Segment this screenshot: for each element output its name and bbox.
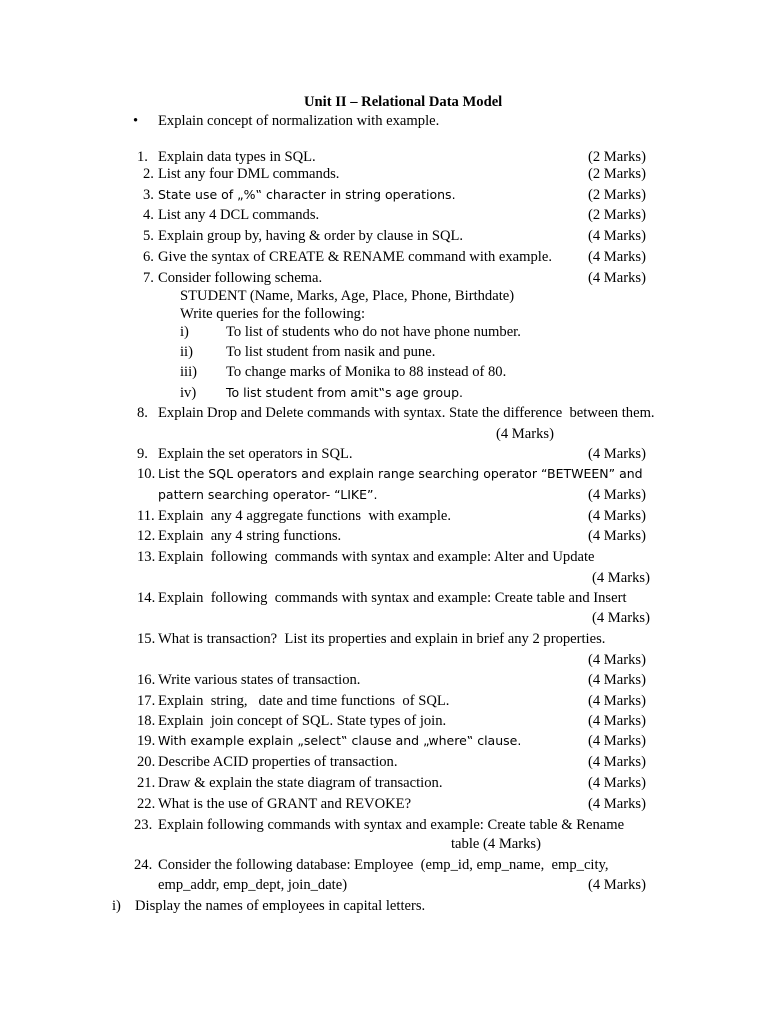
question-marks: (2 Marks) [588,187,646,203]
question-text: List the SQL operators and explain range searching operator “BETWEEN” and [158,466,643,481]
question-number: 6. [143,249,154,265]
question-number: 21. [137,775,156,791]
question-marks: (4 Marks) [588,775,646,791]
question-marks: (2 Marks) [588,166,646,182]
question-number: 10. [137,466,156,482]
question-text: What is transaction? List its properties and explain in brief any 2 properties. [158,631,606,647]
sub-text: To list student from nasik and pune. [226,344,436,360]
question-text-continued: emp_addr, emp_dept, join_date) [158,877,348,893]
question-text: Explain data types in SQL. [158,149,316,165]
question-marks: (2 Marks) [588,149,646,165]
question-text: Explain group by, having & order by clause in SQL. [158,228,464,244]
question-number: 15. [137,631,156,647]
question-text: Explain following commands with syntax and example: Create table and Insert [158,590,627,606]
question-marks: (4 Marks) [588,652,646,668]
question-number: 11. [137,508,155,524]
question-text: Give the syntax of CREATE & RENAME command with example. [158,249,552,265]
question-text: Consider following schema. [158,270,323,286]
question-marks: (4 Marks) [588,877,646,893]
sub-label: ii) [180,344,193,360]
question-marks: (2 Marks) [588,207,646,223]
question-number: 9. [137,446,148,462]
question-text: Explain string, date and time functions of SQL. [158,693,450,709]
question-text: With example explain „select‟ clause and „where‟ clause. [158,733,522,748]
question-number: 16. [137,672,156,688]
question-marks: (4 Marks) [588,228,646,244]
bullet-text: Explain concept of normalization with example. [158,113,440,129]
question-number: 1. [137,149,148,165]
question-number: 22. [137,796,156,812]
question-marks: (4 Marks) [588,528,646,544]
question-text: Explain any 4 aggregate functions with example. [158,508,452,524]
question-number: 8. [137,405,148,421]
sub-label: iv) [180,385,197,401]
sub-text: To list student from amit‟s age group. [226,385,463,400]
question-marks: (4 Marks) [588,693,646,709]
sub-label: iii) [180,364,198,380]
question-marks: (4 Marks) [592,570,650,586]
question-marks: (4 Marks) [588,270,646,286]
question-marks: (4 Marks) [588,733,646,749]
page-title: Unit II – Relational Data Model [304,94,503,110]
question-text: Explain join concept of SQL. State types of join. [158,713,447,729]
question-marks: (4 Marks) [588,796,646,812]
question-number: 18. [137,713,156,729]
question-number: 12. [137,528,156,544]
bullet-icon: • [133,113,139,129]
question-number: 4. [143,207,154,223]
question-number: 23. [134,817,153,833]
question-number: 13. [137,549,156,565]
question-number: 20. [137,754,156,770]
question-number: 5. [143,228,154,244]
question-number: 3. [143,187,154,203]
question-text: Describe ACID properties of transaction. [158,754,398,770]
question-marks: (4 Marks) [588,249,646,265]
sub-label: i) [180,324,189,340]
question-text: List any four DML commands. [158,166,340,182]
question-marks: (4 Marks) [496,426,554,442]
question-text: Draw & explain the state diagram of transaction. [158,775,443,791]
question-marks: (4 Marks) [588,754,646,770]
question-text: Explain the set operators in SQL. [158,446,353,462]
sub-label: i) [112,898,121,914]
question-text: Write various states of transaction. [158,672,361,688]
question-text-continued: pattern searching operator- “LIKE”. [158,487,378,502]
question-text: State use of „%‟ character in string operations. [158,187,456,202]
question-marks: (4 Marks) [588,487,646,503]
schema-text: STUDENT (Name, Marks, Age, Place, Phone, Birthdate) [180,288,515,304]
question-text-continued: table (4 Marks) [451,836,541,852]
question-number: 14. [137,590,156,606]
question-number: 2. [143,166,154,182]
question-marks: (4 Marks) [588,713,646,729]
question-number: 17. [137,693,156,709]
question-marks: (4 Marks) [588,508,646,524]
question-text: Explain any 4 string functions. [158,528,342,544]
sub-text: To change marks of Monika to 88 instead of 80. [226,364,507,380]
sub-intro: Write queries for the following: [180,306,366,322]
question-text: Explain following commands with syntax and example: Alter and Update [158,549,595,565]
question-text: Explain Drop and Delete commands with syntax. State the difference between them. [158,405,655,421]
question-text: Explain following commands with syntax and example: Create table & Rename [158,817,625,833]
question-number: 7. [143,270,154,286]
question-marks: (4 Marks) [588,446,646,462]
question-text: List any 4 DCL commands. [158,207,320,223]
sub-text: Display the names of employees in capital letters. [135,898,426,914]
question-marks: (4 Marks) [588,672,646,688]
question-text: What is the use of GRANT and REVOKE? [158,796,412,812]
question-number: 19. [137,733,156,749]
question-marks: (4 Marks) [592,610,650,626]
sub-text: To list of students who do not have phone number. [226,324,521,340]
question-text: Consider the following database: Employee (emp_id, emp_name, emp_city, [158,857,609,873]
question-number: 24. [134,857,153,873]
